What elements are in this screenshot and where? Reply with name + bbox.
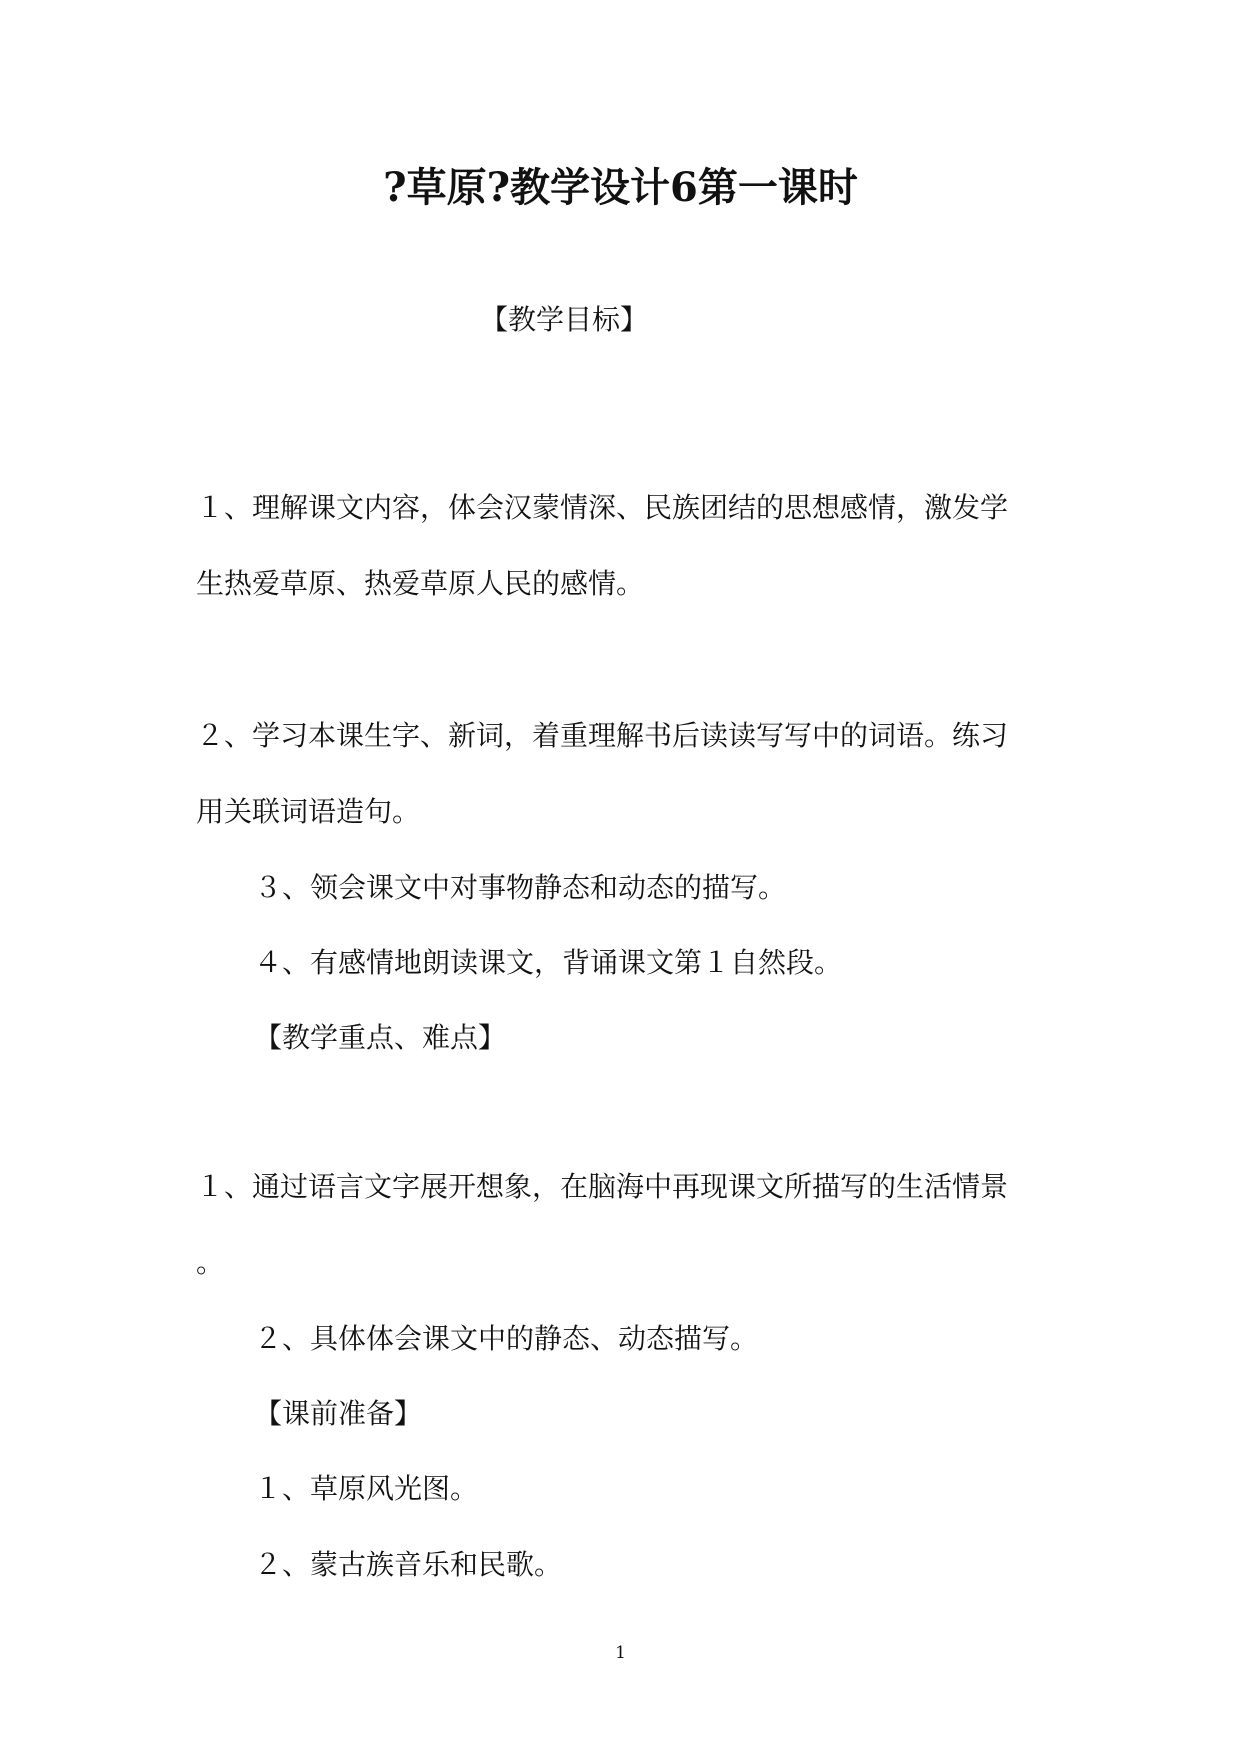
objective-1-line-2: 生热爱草原、热爱草原人民的感情。 [196,567,645,600]
objectives-heading: 【教学目标】 [480,303,649,336]
objective-3: ３、领会课文中对事物静态和动态的描写。 [254,871,787,904]
key-points-heading: 【教学重点、难点】 [254,1021,507,1054]
preparation-1: １、草原风光图。 [254,1472,479,1505]
preparation-2: ２、蒙古族音乐和民歌。 [254,1548,563,1581]
objective-1-line-1: １、理解课文内容，体会汉蒙情深、民族团结的思想感情，激发学 [196,491,1009,524]
key-point-1-line-1: １、通过语言文字展开想象，在脑海中再现课文所描写的生活情景 [196,1170,1009,1203]
document-title: ?草原?教学设计6第一课时 [383,164,858,211]
key-point-2: ２、具体体会课文中的静态、动态描写。 [254,1322,759,1355]
objective-2-line-1: ２、学习本课生字、新词，着重理解书后读读写写中的词语。练习 [196,719,1009,752]
preparation-heading: 【课前准备】 [254,1397,423,1430]
key-point-1-line-2: 。 [196,1246,225,1279]
objective-2-line-2: 用关联词语造句。 [196,795,421,828]
page-number: 1 [615,1643,626,1663]
objective-4: ４、有感情地朗读课文，背诵课文第１自然段。 [254,946,843,979]
